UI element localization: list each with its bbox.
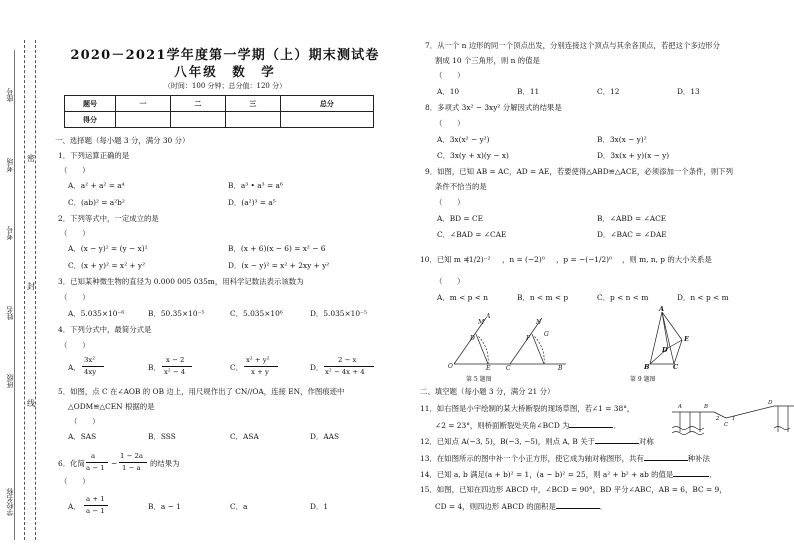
q4-a-numerator: 3x² <box>84 356 96 364</box>
fraction-bar <box>86 462 108 463</box>
q5-option-a[interactable]: A．SAS <box>68 432 97 441</box>
q5-option-b[interactable]: B．SSS <box>148 432 176 441</box>
q7-option-b[interactable]: B．11 <box>517 87 540 96</box>
section1-heading: 一、选择题（每小题 3 分，满分 30 分） <box>55 136 190 145</box>
fig11-point-label: D <box>768 400 773 406</box>
q15-end: ． <box>599 502 608 511</box>
q3-stem: 3．已知某种微生物的直径为 0.000 005 035m，用科学记数法表示该数为 <box>58 277 304 286</box>
q3-option-a[interactable]: A．5.035×10⁻⁶ <box>68 309 125 318</box>
q5-paren: （ ） <box>70 417 100 426</box>
fig11-angle-label: 2 <box>716 416 720 422</box>
q6-f2-numerator: 1 − 2a <box>120 452 144 460</box>
q4-c-numerator: x² + y² <box>246 356 270 364</box>
q3-option-b[interactable]: B．50.35×10⁻⁵ <box>148 309 205 318</box>
q10-stem-post: ，则 m, n, p 的大小关系是 <box>622 255 712 264</box>
q14-answer-blank[interactable] <box>673 470 709 477</box>
q11-stem-line2 <box>435 421 621 429</box>
seat-number-label: 座号 <box>6 88 14 102</box>
q10-option-b[interactable]: B．n < m < p <box>517 293 569 302</box>
q9-option-b[interactable]: B．∠ABD = ∠ACE <box>597 214 667 223</box>
figure-9 <box>640 306 700 370</box>
fig11-point-label: B <box>704 404 709 410</box>
q5-option-c[interactable]: C．ASA <box>230 432 259 441</box>
q10-stem-pre: 10．已知 m = <box>420 255 470 264</box>
score-cell[interactable] <box>225 112 280 128</box>
q6-stem-pre: 6．化简 <box>58 459 85 468</box>
score-cell[interactable] <box>116 112 171 128</box>
q6-option-a-label[interactable]: A． <box>68 502 81 511</box>
fig9-point-label: C <box>673 363 679 370</box>
binding-line-right <box>35 40 36 540</box>
q9-option-c[interactable]: C．∠BAD = ∠CAE <box>437 230 507 239</box>
q6-operator: − <box>111 459 118 468</box>
fig11-water <box>672 432 704 435</box>
q10-option-c[interactable]: C．p < n < m <box>597 293 649 302</box>
q4-option-a-label[interactable]: A． <box>68 363 81 372</box>
q4-option-b-label[interactable]: B． <box>148 363 161 372</box>
q4-d-denominator: x² − 4x + 4 <box>325 368 365 376</box>
q11-end: ． <box>613 421 621 430</box>
figure-5-caption: 第 5 题图 <box>466 376 492 383</box>
q2-stem: 2．下列等式中，一定成立的是 <box>58 214 159 223</box>
fig5-point-label: M <box>478 319 485 326</box>
figure-5 <box>448 310 568 370</box>
fig9-segment-ad <box>662 312 668 348</box>
q11-answer-blank[interactable] <box>569 421 613 428</box>
q4-b-denominator: x² − 4 <box>164 368 186 376</box>
q6-option-c[interactable]: C．a <box>230 502 248 511</box>
score-table <box>64 95 374 128</box>
fraction-bar <box>84 505 108 506</box>
score-cell: 三 <box>225 96 280 112</box>
q6-a-numerator: a + 1 <box>86 495 105 503</box>
q15-stem-line1: 15．如图，已知在四边形 ABCD 中，∠BCD = 90°，BD 平分∠ABC，AB = 6，BC = 9， <box>420 485 727 494</box>
q8-paren: （ ） <box>435 119 465 128</box>
fig5-point-label: C <box>506 365 511 370</box>
name-label: 姓名 <box>6 306 14 320</box>
fig5-point-label: O <box>448 363 453 370</box>
q4-b-numerator: x − 2 <box>166 356 185 364</box>
exam-number-label: 考号 <box>6 226 14 240</box>
fig5-point-label: G <box>544 331 549 338</box>
q10-option-d[interactable]: D．n < p < m <box>677 293 729 302</box>
fig11-water <box>774 427 790 430</box>
fig5-point-label: A <box>486 313 491 320</box>
q12-text: 12．已知点 A(−3, 5)，B(−3, −5)，则点 A, B 关于 <box>420 437 595 446</box>
q6-option-d[interactable]: D．1 <box>310 502 329 511</box>
score-cell[interactable] <box>170 112 225 128</box>
fig5-point-label: F <box>526 335 531 342</box>
q9-stem-line2: 条件不恰当的是 <box>435 182 487 191</box>
q9-stem-line1: 9．如图，已知 AB = AC，AD = AE，若要使得△ABD≌△ACE，必须添加一个条件，则下列 <box>425 167 733 176</box>
q4-option-d-label[interactable]: D． <box>310 363 324 372</box>
fig9-point-label: E <box>684 335 689 343</box>
exam-room-label: 考场 <box>6 158 14 172</box>
cut-mark-xian: 线 <box>27 399 35 408</box>
q5-option-d[interactable]: D．AAS <box>310 432 340 441</box>
q7-option-d[interactable]: D．13 <box>677 87 700 96</box>
class-label: 班级 <box>6 374 14 388</box>
q9-option-a[interactable]: A．BD = CE <box>437 214 484 223</box>
q4-c-denominator: x + y <box>251 368 269 376</box>
fig9-point-label: A <box>659 306 665 313</box>
q1-option-b[interactable]: B．a³ • a³ = a⁶ <box>228 181 283 190</box>
q2-option-b[interactable]: B．(x + 6)(x − 6) = x² − 6 <box>228 244 326 253</box>
q2-option-d[interactable]: D．(x − y)² = x² + 2xy + y² <box>228 261 330 270</box>
q11-stem-line1: 11．如右图是小宇绘制的某大桥断裂的现场草图，若∠1 = 38°， <box>420 404 635 413</box>
q3-option-d[interactable]: D．5.035×10⁻⁵ <box>310 309 367 318</box>
q4-stem: 4．下列分式中，最简分式是 <box>58 325 152 334</box>
q13-line <box>420 454 710 462</box>
fig11-point-label: A <box>678 404 682 410</box>
q14-text: 14．已知 a, b 满足(a + b)² = 1，(a − b)² = 25，则 a² + b² + ab 的值是 <box>420 470 674 479</box>
cut-mark-mi: 密 <box>27 154 35 163</box>
exam-subtitle: 八年级 数 学 <box>174 64 276 79</box>
fraction-bar <box>119 462 147 463</box>
q15-stem-line2 <box>435 502 607 510</box>
q10-n-value: ，n = (−2)⁰ <box>502 255 545 264</box>
q7-stem-line1: 7．从一个 n 边形的同一个顶点出发，分别连接这个顶点与其余各顶点，若把这个多边形分 <box>425 41 721 50</box>
fig5-point-label: N <box>536 319 542 326</box>
fill-line <box>14 50 15 540</box>
q9-paren: （ ） <box>435 198 465 207</box>
binding-margin <box>0 0 50 560</box>
q7-option-a[interactable]: A．10 <box>437 87 460 96</box>
figure-11-bridge <box>670 398 794 440</box>
q8-option-b[interactable]: B．3x(x − y)² <box>597 135 647 144</box>
q9-option-d[interactable]: D．∠BAC = ∠DAE <box>597 230 667 239</box>
q6-paren: （ ） <box>60 477 90 486</box>
q4-paren: （ ） <box>60 341 90 350</box>
q2-paren: （ ） <box>60 229 90 238</box>
q2-option-a[interactable]: A．(x − y)² = (y − x)² <box>68 244 148 253</box>
q5-stem-line1: 5．如图，点 C 在∠AOB 的 OB 边上，用尺规作出了 CN//OA，连接 EN，作图痕迹中 <box>58 387 345 396</box>
score-cell: 一 <box>116 96 171 112</box>
fig5-point-label: B <box>558 365 563 370</box>
q4-option-c-label[interactable]: C． <box>230 363 244 372</box>
q8-option-c[interactable]: C．3x(y + x)(y − x) <box>437 151 509 160</box>
q1-paren: （ ） <box>60 166 90 175</box>
exam-info: （时间：100 分钟；总分值：120 分） <box>163 82 287 90</box>
q13-end: 种补法 <box>687 454 710 463</box>
q4-a-denominator: 4xy <box>84 368 97 376</box>
q14-end: ． <box>709 470 717 479</box>
q6-option-b[interactable]: B．a − 1 <box>148 502 181 511</box>
section2-heading: 二、填空题（每小题 3 分，满分 21 分） <box>420 387 555 396</box>
q13-answer-blank[interactable] <box>644 454 688 461</box>
q6-a-denominator: a − 1 <box>86 507 105 515</box>
fig11-water <box>672 427 704 430</box>
q10-p-value: ，p = −(−1/2)⁰ <box>556 255 613 264</box>
q5-stem-line2: △ODM≌△CEN 根据的是 <box>68 402 155 411</box>
score-cell: 总分 <box>280 96 373 112</box>
q6-stem-post: 的结果为 <box>150 459 180 468</box>
q1-option-a[interactable]: A．a² + a² = a⁴ <box>68 181 125 190</box>
q3-paren: （ ） <box>60 293 90 302</box>
q10-option-a[interactable]: A．m < p < n <box>437 293 489 302</box>
score-cell: 得分 <box>65 112 116 128</box>
q6-f1-numerator: a <box>91 452 96 460</box>
q1-stem: 1．下列运算正确的是 <box>58 151 130 160</box>
q1-option-c[interactable]: C．(ab)² = a²b² <box>68 198 125 207</box>
q11-text: ∠2 = 23°，则桥面断裂处夹角∠BCD 为 <box>435 421 570 430</box>
fig9-point-label: D <box>662 346 668 354</box>
score-cell: 二 <box>170 96 225 112</box>
q7-stem-line2: 割成 10 个三角形，则 n 的值是 <box>435 56 540 65</box>
q12-answer-blank[interactable] <box>595 437 639 444</box>
q13-text: 13．在如图所示的图中补一个小正方形，使它成为轴对称图形，共有 <box>420 454 644 463</box>
exam-title: 2020－2021学年度第一学期（上）期末测试卷 <box>70 48 380 63</box>
q10-paren: （ ） <box>435 277 465 286</box>
score-cell: 题号 <box>65 96 116 112</box>
q3-option-c[interactable]: C．5.035×10⁶ <box>230 309 283 318</box>
score-table-row <box>65 112 374 128</box>
q7-option-c[interactable]: C．12 <box>597 87 620 96</box>
q8-stem: 8．多项式 3x² − 3xy² 分解因式的结果是 <box>425 103 562 112</box>
fraction-bar <box>244 366 278 367</box>
score-cell[interactable] <box>280 112 373 128</box>
fig9-triangle-abc <box>650 312 674 364</box>
fraction-bar <box>324 366 374 367</box>
fraction-bar <box>162 366 192 367</box>
fig11-angle-label: 1 <box>732 416 736 422</box>
fraction-bar <box>82 366 104 367</box>
fig5-point-label: D <box>470 335 475 342</box>
q14-line <box>420 470 717 478</box>
q4-d-numerator: 2 − x <box>338 356 357 364</box>
fig5-point-label: E <box>486 365 491 370</box>
score-table-row <box>65 96 374 112</box>
figure-9-caption: 第 9 题图 <box>630 376 656 383</box>
school-name-label: 学校名称 <box>6 488 14 516</box>
cut-mark-feng: 封 <box>27 282 35 291</box>
q15-answer-blank[interactable] <box>556 502 600 509</box>
q12-end: 对称 <box>638 437 654 446</box>
q10-m-value: (1/2)⁻² <box>466 255 491 264</box>
q6-f2-denominator: 1 − a <box>122 464 141 472</box>
q8-option-a[interactable]: A．3x(x² − y²) <box>437 135 490 144</box>
fig11-point-label: C <box>724 422 729 428</box>
q12-line <box>420 437 654 445</box>
q7-paren: （ ） <box>435 71 465 80</box>
fig9-point-label: B <box>644 363 650 370</box>
q2-option-c[interactable]: C．(x + y)² = x² + y² <box>68 261 146 270</box>
q15-text: CD = 4，则四边形 ABCD 的面积是 <box>435 502 556 511</box>
q6-f1-denominator: a − 1 <box>86 464 105 472</box>
q8-option-d[interactable]: D．3x(x + y)(x − y) <box>597 151 670 160</box>
binding-line-left <box>24 40 25 540</box>
q1-option-d[interactable]: D．(a²)³ = a⁵ <box>228 198 276 207</box>
